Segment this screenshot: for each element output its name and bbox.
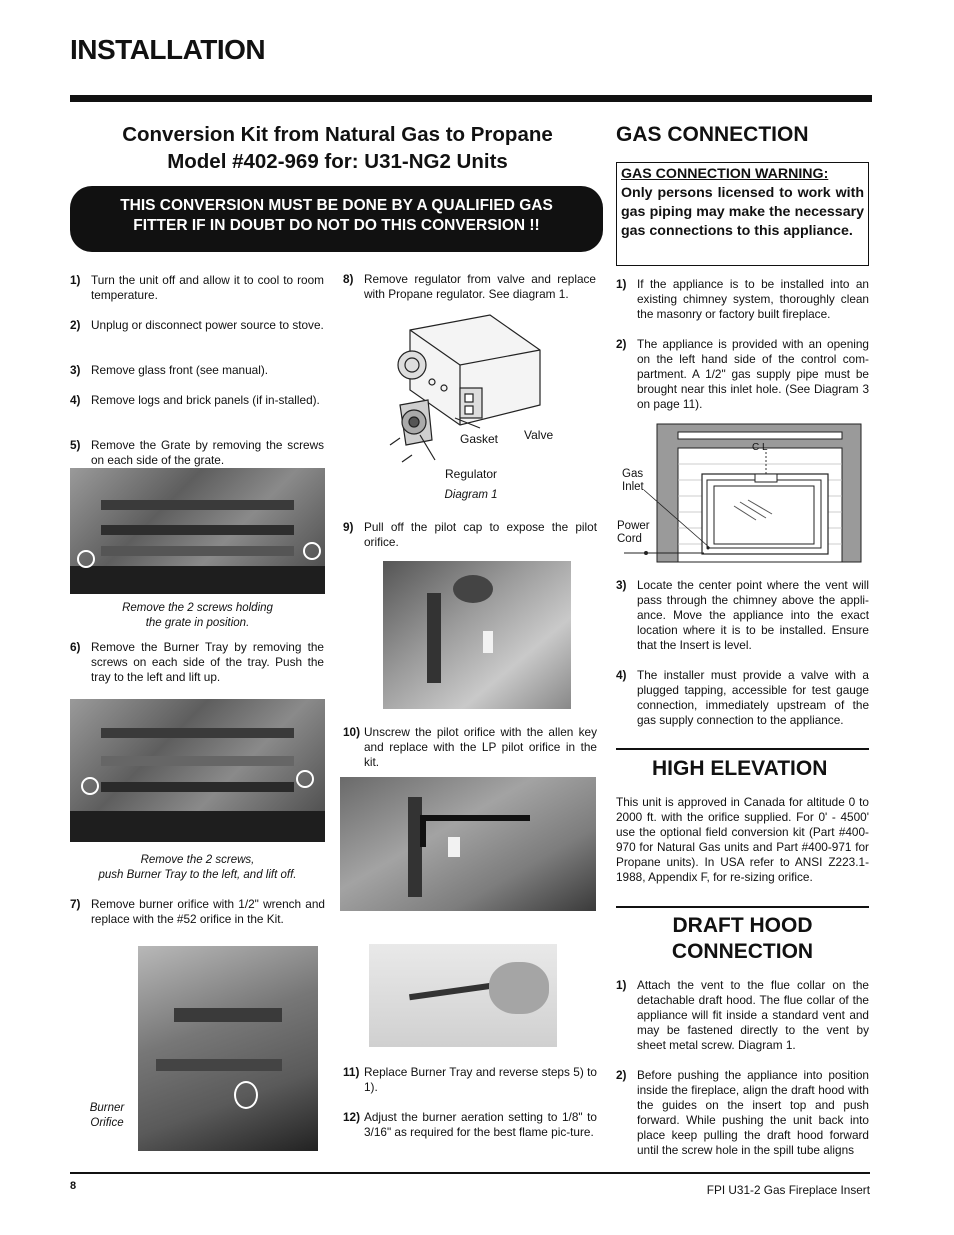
step-text: Remove glass front (see manual). bbox=[91, 363, 269, 377]
step-12 bbox=[343, 1110, 597, 1140]
draft-hood-heading bbox=[616, 913, 869, 965]
conversion-title bbox=[70, 121, 605, 175]
grate-bar bbox=[101, 500, 295, 510]
gas-item-2 bbox=[616, 337, 869, 412]
heading-line: DRAFT HOOD bbox=[672, 914, 813, 937]
step-number: 10) bbox=[343, 725, 361, 739]
conversion-title-line2: Model #402-969 for: U31-NG2 Units bbox=[167, 150, 508, 173]
fireplace-inlet-diagram bbox=[616, 422, 868, 564]
draft-item-2 bbox=[616, 1068, 869, 1158]
grate-bar bbox=[101, 525, 295, 535]
step-text: Remove logs and brick panels (if in-stalled). bbox=[91, 393, 320, 407]
step-text: The installer must provide a valve with a plugged tapping, accessible for test gauge connection, immediately upstream of the gas supply connection to the appliance. bbox=[637, 668, 869, 727]
pilot-orifice bbox=[448, 837, 460, 857]
step-number: 3) bbox=[70, 363, 81, 377]
step-number: 5) bbox=[70, 438, 81, 452]
heading-line: CONNECTION bbox=[671, 940, 814, 963]
step-number: 4) bbox=[616, 668, 627, 682]
step-text: Pull off the pilot cap to expose the pilot orifice. bbox=[364, 520, 597, 549]
step-text: Remove burner orifice with 1/2" wrench and replace with the #52 orifice in the Kit. bbox=[91, 897, 325, 926]
grate-photo bbox=[70, 468, 325, 594]
screw-marker-left bbox=[81, 777, 99, 795]
tray-bar bbox=[101, 782, 295, 792]
draft-item-1 bbox=[616, 978, 869, 1053]
gasket-label: Gasket bbox=[460, 432, 499, 446]
step-7 bbox=[70, 897, 325, 927]
caption-line: Remove the 2 screws holding bbox=[122, 602, 273, 614]
step-number: 1) bbox=[70, 273, 81, 287]
page-title: INSTALLATION bbox=[70, 34, 266, 65]
grate-caption bbox=[70, 601, 325, 631]
header-rule bbox=[70, 95, 872, 102]
step-number: 8) bbox=[343, 272, 354, 286]
screw-marker-right bbox=[303, 542, 321, 560]
pilot-cap bbox=[453, 575, 493, 603]
section-divider bbox=[616, 906, 869, 908]
step-text: Adjust the burner aeration setting to 1/8" to 3/16" as required for the best flame pic-ture. bbox=[364, 1110, 597, 1139]
step-8 bbox=[343, 272, 596, 302]
step-number: 1) bbox=[616, 277, 627, 291]
photo-shadow bbox=[70, 566, 325, 594]
warning-line2: FITTER IF IN DOUBT DO NOT DO THIS CONVERSION !! bbox=[133, 217, 540, 234]
step-text: The appliance is provided with an opening on the left hand side of the control com-partment. A 1/2" gas supply pipe must be brought near this inlet hole. (See Diagram 3 on page 11). bbox=[637, 337, 869, 411]
allen-key-bend bbox=[420, 815, 426, 847]
step-text: Replace Burner Tray and reverse steps 5) to 1). bbox=[364, 1065, 597, 1094]
step-number: 2) bbox=[70, 318, 81, 332]
high-elevation-heading: HIGH ELEVATION bbox=[652, 757, 828, 780]
pilot-cap-photo bbox=[383, 561, 571, 709]
step-text: Remove regulator from valve and replace with Propane regulator. See diagram 1. bbox=[364, 272, 596, 301]
conversion-title-line1: Conversion Kit from Natural Gas to Propane bbox=[122, 123, 553, 146]
screw-marker-left bbox=[77, 550, 95, 568]
step-6 bbox=[70, 640, 324, 685]
allen-key-photo bbox=[340, 777, 596, 911]
step-text: Turn the unit off and allow it to cool to room temperature. bbox=[91, 273, 324, 302]
step-3 bbox=[70, 363, 324, 378]
hand bbox=[489, 962, 549, 1014]
step-number: 9) bbox=[343, 520, 354, 534]
label-line: Power bbox=[617, 520, 650, 532]
caption-line: push Burner Tray to the left, and lift off. bbox=[98, 869, 297, 881]
qualified-fitter-warning bbox=[70, 186, 603, 252]
gas-item-3 bbox=[616, 578, 869, 653]
burner-orifice-photo bbox=[138, 946, 318, 1151]
gas-item-1 bbox=[616, 277, 869, 322]
centerline-label: C L bbox=[752, 442, 768, 453]
gas-inlet-label bbox=[622, 468, 644, 494]
caption-line: Burner bbox=[89, 1102, 125, 1114]
tray-bar bbox=[174, 1008, 282, 1022]
high-elevation-text: This unit is approved in Canada for altitude 0 to 2000 ft. with the orifice supplied. For 0' - 4500' use the optional field conversion kit (Part #400-970 for Natural Gas units and Part #400-971 for Propane units). In USA refer to ANSI Z223.1-1988, Appendix F, for re-sizing orifice. bbox=[616, 795, 869, 884]
orifice-tube bbox=[409, 982, 499, 1000]
lp-orifice-photo bbox=[369, 944, 557, 1047]
regulator-label: Regulator bbox=[445, 467, 498, 481]
step-number: 7) bbox=[70, 897, 81, 911]
pilot-tube bbox=[427, 593, 441, 683]
step-9 bbox=[343, 520, 597, 550]
pilot-tube bbox=[408, 797, 422, 897]
label-line: Cord bbox=[617, 533, 642, 545]
valve-regulator-diagram bbox=[380, 310, 560, 485]
burner-tray-caption bbox=[70, 853, 325, 883]
burner-tray-photo bbox=[70, 699, 325, 842]
caption-line: the grate in position. bbox=[145, 617, 250, 629]
label-line: Gas bbox=[622, 468, 644, 480]
step-number: 1) bbox=[616, 978, 627, 992]
pilot-orifice bbox=[483, 631, 493, 653]
document-title: FPI U31-2 Gas Fireplace Insert bbox=[706, 1183, 870, 1197]
step-4 bbox=[70, 393, 324, 408]
step-text: Remove the Burner Tray by removing the screws on each side of the tray. Push the tray to the left and lift up. bbox=[91, 640, 324, 684]
page-number: 8 bbox=[70, 1180, 77, 1192]
step-text: Unscrew the pilot orifice with the allen key and replace with the LP pilot orifice in the kit. bbox=[364, 725, 597, 769]
valve-label: Valve bbox=[524, 428, 554, 442]
section-divider bbox=[616, 748, 869, 750]
step-text: Before pushing the appliance into position inside the fireplace, align the draft hood with the guides on the insert top and push forward. While pushing the unit back into place keep pulling the draft hood forward until the screw hole in the spill tube aligns bbox=[637, 1068, 869, 1157]
gas-item-4 bbox=[616, 668, 869, 728]
tray-bar bbox=[101, 728, 295, 738]
allen-key bbox=[420, 815, 530, 821]
photo-shadow bbox=[70, 811, 325, 842]
step-11 bbox=[343, 1065, 597, 1095]
grate-bar bbox=[101, 546, 295, 556]
gas-warning-title: GAS CONNECTION WARNING: bbox=[621, 166, 829, 182]
tray-bar bbox=[156, 1059, 282, 1071]
step-2 bbox=[70, 318, 324, 333]
gas-warning-text: Only persons licensed to work with gas piping may make the necessary gas connections to this appliance. bbox=[621, 185, 864, 239]
step-number: 12) bbox=[343, 1110, 361, 1124]
step-10 bbox=[343, 725, 597, 770]
step-text: Attach the vent to the flue collar on the detachable draft hood. The flue collar of the appliance will fit inside a standard vent and may be fastened directly to the vent by sheet metal screw. Diagram 1. bbox=[637, 978, 869, 1052]
step-number: 2) bbox=[616, 1068, 627, 1082]
diagram-1-caption: Diagram 1 bbox=[444, 489, 498, 501]
step-number: 4) bbox=[70, 393, 81, 407]
tray-bar bbox=[101, 756, 295, 766]
step-number: 2) bbox=[616, 337, 627, 351]
gas-connection-heading: GAS CONNECTION bbox=[616, 123, 809, 146]
footer-rule bbox=[70, 1172, 870, 1174]
burner-orifice-caption bbox=[80, 1101, 134, 1131]
power-cord-label bbox=[617, 520, 650, 546]
step-number: 11) bbox=[343, 1065, 360, 1079]
step-number: 6) bbox=[70, 640, 81, 654]
step-1 bbox=[70, 273, 324, 303]
caption-line: Orifice bbox=[90, 1117, 124, 1129]
gas-connection-warning-box bbox=[616, 162, 869, 266]
step-text: Unplug or disconnect power source to stove. bbox=[91, 318, 324, 332]
step-text: Remove the Grate by removing the screws on each side of the grate. bbox=[91, 438, 324, 467]
orifice-marker bbox=[234, 1081, 258, 1109]
screw-marker-right bbox=[296, 770, 314, 788]
label-line: Inlet bbox=[622, 481, 644, 493]
caption-line: Remove the 2 screws, bbox=[140, 854, 255, 866]
step-text: Locate the center point where the vent will pass through the chimney above the appli-ance. Move the appliance into the exact location where it is to be installed. Ensure that the Insert is level. bbox=[637, 578, 869, 652]
step-5 bbox=[70, 438, 324, 468]
step-number: 3) bbox=[616, 578, 627, 592]
warning-line1: THIS CONVERSION MUST BE DONE BY A QUALIFIED GAS bbox=[120, 197, 553, 214]
step-text: If the appliance is to be installed into an existing chimney system, thoroughly clean the masonry or factory built fireplace. bbox=[637, 277, 869, 321]
